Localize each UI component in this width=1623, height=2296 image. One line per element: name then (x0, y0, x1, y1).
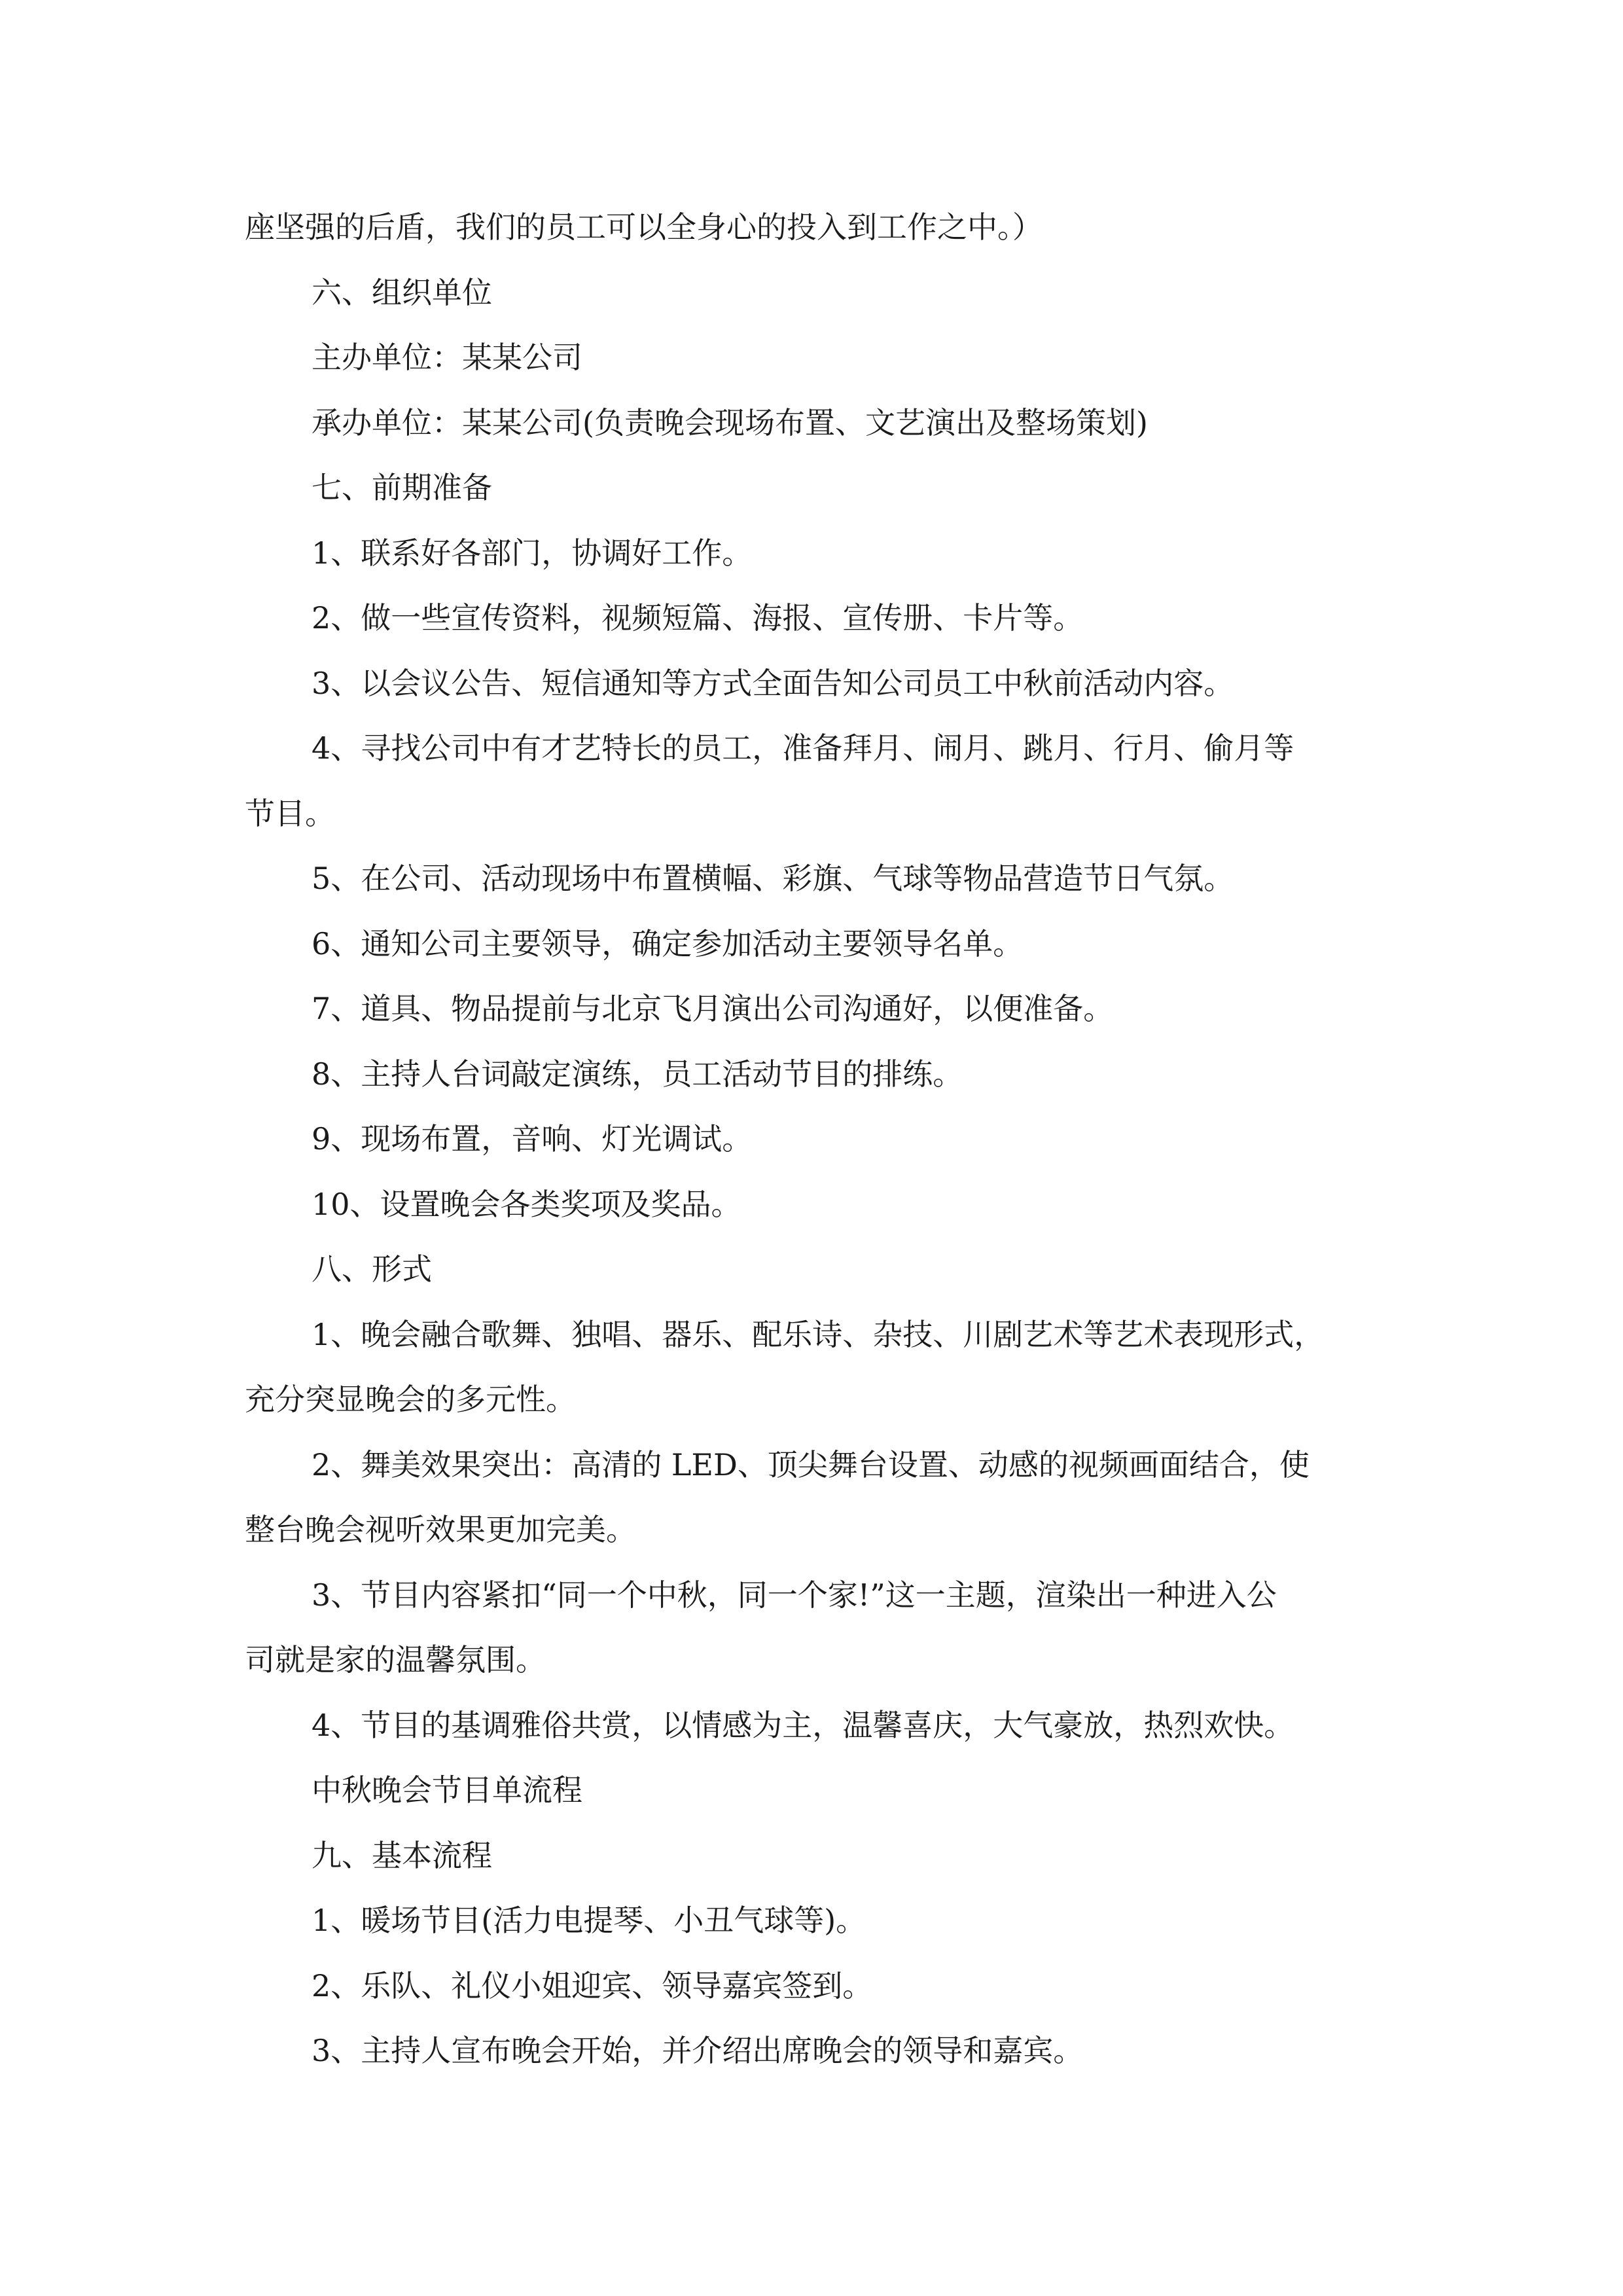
list-item: 2、舞美效果突出：高清的 LED、顶尖舞台设置、动感的视频画面结合，使 (312, 1446, 1310, 1482)
text-line-host: 主办单位：某某公司 (312, 340, 582, 375)
list-item: 6、通知公司主要领导，确定参加活动主要领导名单。 (312, 925, 1024, 961)
section-heading-preparation: 七、前期准备 (312, 470, 492, 505)
subheading-program-flow: 中秋晚会节目单流程 (312, 1772, 582, 1808)
list-item: 2、乐队、礼仪小姐迎宾、领导嘉宾签到。 (312, 1967, 873, 2003)
list-item-continuation: 司就是家的温馨氛围。 (245, 1642, 546, 1677)
document-body (245, 195, 1423, 2084)
list-item: 5、在公司、活动现场中布置横幅、彩旗、气球等物品营造节日气氛。 (312, 861, 1234, 896)
list-item: 1、晚会融合歌舞、独唱、器乐、配乐诗、杂技、川剧艺术等艺术表现形式， (312, 1316, 1325, 1352)
list-item: 1、联系好各部门，协调好工作。 (312, 535, 753, 571)
section-heading-basic-flow: 九、基本流程 (312, 1837, 492, 1873)
list-item: 1、暖场节目(活力电提琴、小丑气球等)。 (312, 1903, 866, 1938)
list-item: 9、现场布置，音响、灯光调试。 (312, 1121, 753, 1157)
section-heading-organizers: 六、组织单位 (312, 274, 492, 310)
list-item: 3、主持人宣布晚会开始，并介绍出席晚会的领导和嘉宾。 (312, 2033, 1084, 2068)
list-item: 2、做一些宣传资料，视频短篇、海报、宣传册、卡片等。 (312, 600, 1084, 636)
list-item: 7、道具、物品提前与北京飞月演出公司沟通好，以便准备。 (312, 991, 1114, 1026)
list-item: 4、寻找公司中有才艺特长的员工，准备拜月、闹月、跳月、行月、偷月等 (312, 730, 1294, 766)
list-item: 8、主持人台词敲定演练，员工活动节目的排练。 (312, 1056, 963, 1092)
text-line-continuation: 座坚强的后盾，我们的员工可以全身心的投入到工作之中。） (245, 209, 1043, 245)
text-line-organizer: 承办单位：某某公司(负责晚会现场布置、文艺演出及整场策划) (312, 404, 1148, 440)
list-item-continuation: 充分突显晚会的多元性。 (245, 1382, 576, 1417)
list-item-continuation: 整台晚会视听效果更加完美。 (245, 1512, 636, 1547)
list-item: 3、以会议公告、短信通知等方式全面告知公司员工中秋前活动内容。 (312, 665, 1234, 701)
list-item: 4、节目的基调雅俗共赏，以情感为主，温馨喜庆，大气豪放，热烈欢快。 (312, 1707, 1294, 1743)
list-item-continuation: 节目。 (245, 795, 335, 831)
section-heading-format: 八、形式 (312, 1251, 432, 1287)
list-item: 10、设置晚会各类奖项及奖品。 (312, 1186, 741, 1222)
list-item: 3、节目内容紧扣“同一个中秋，同一个家!”这一主题，渲染出一种进入公 (312, 1577, 1277, 1613)
